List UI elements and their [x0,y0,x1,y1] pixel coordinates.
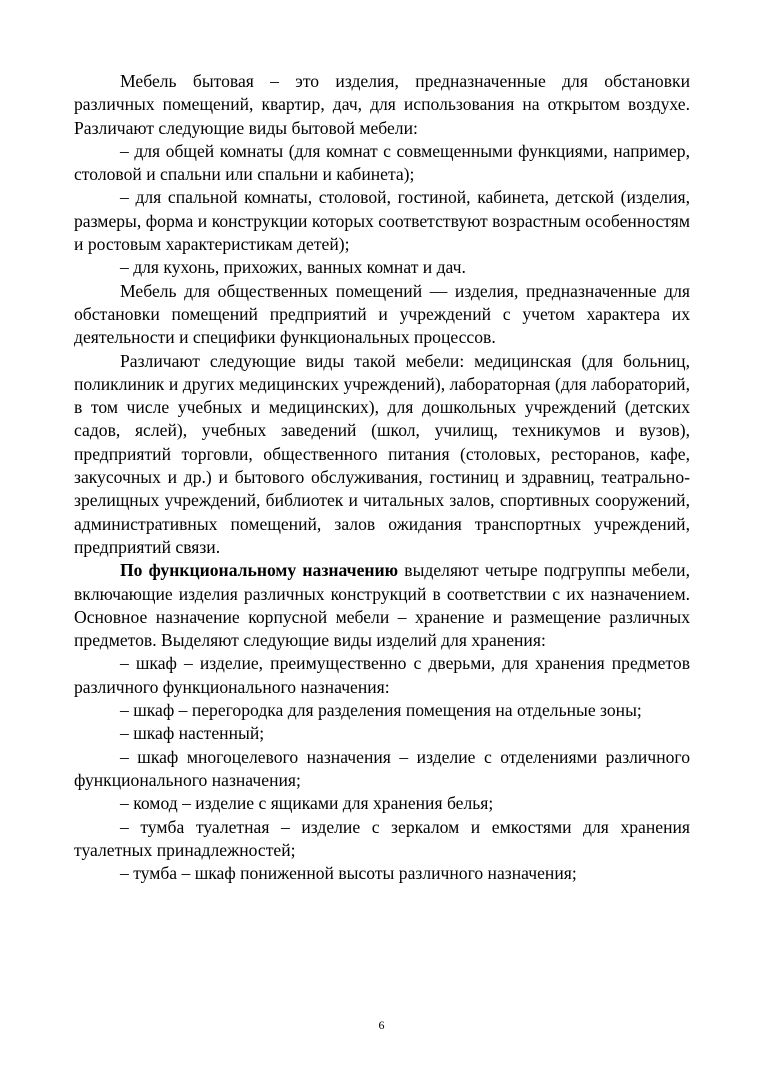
list-item-wardrobe: – шкаф – изделие, преимущественно с дверьми, для хранения предметов различного функционального назначения: [74,653,690,697]
paragraph-household-furniture-definition: Мебель бытовая – это изделия, предназначенные для обстановки различных помещений, квартир, дач, для использования на открытом воздухе. Различают следующие виды бытовой мебели: [74,71,690,138]
paragraph-public-furniture-types: Различают следующие виды такой мебели: медицинская (для больниц, поликлиник и других медицинских учреждений), лабораторная (для лабораторий, в том числе учебных и медицинских), для дошкольных учреждений (детских садов, яслей), учебных заведений (школ, училищ, техникумов и вузов), предприятий торговли, общественного питания (столовых, ресторанов, кафе, закусочных и др.) и бытового обслуживания, гостиниц и здравниц, театрально-зрелищных учреждений, библиотек и читальных залов, спортивных сооружений, административных помещений, залов ожидания транспортных учреждений, предприятий связи. [74,350,690,557]
list-item-wardrobe-partition: – шкаф – перегородка для разделения помещения на отдельные зоны; [120,700,642,721]
list-item-low-cabinet: – тумба – шкаф пониженной высоты различного назначения; [120,863,577,884]
list-item-multipurpose-cabinet: – шкаф многоцелевого назначения – изделие с отделениями различного функционального назначения; [74,746,690,790]
paragraph-public-furniture-definition: Мебель для общественных помещений — изделия, предназначенные для обстановки помещений предприятий и учреждений с учетом характера их деятельности и специфики функциональных процессов. [74,280,690,348]
paragraph-functional-purpose-text: выделяют четыре подгруппы мебели, включающие изделия различных конструкций в соответствии с их назначением. Основное назначение корпусной мебели – хранение и размещение различных предметов. Выделяют следующие виды изделий для хранения: [74,560,690,651]
bold-term: По функциональному назначению [120,560,399,581]
paragraph-bedroom-dining: – для спальной комнаты, столовой, гостиной, кабинета, детской (изделия, размеры, форма и конструкции которых соответствуют возрастным особенностям и ростовым характеристикам детей); [74,187,690,255]
body-text [74,70,690,885]
list-item-dressing-table: – тумба туалетная – изделие с зеркалом и емкостями для хранения туалетных принадлежностей; [74,816,690,860]
list-item-chest-of-drawers: – комод – изделие с ящиками для хранения белья; [120,793,494,814]
paragraph-functional-purpose [74,559,690,652]
paragraph-kitchens: – для кухонь, прихожих, ванных комнат и дач. [120,257,466,278]
paragraph-common-room: – для общей комнаты (для комнат с совмещенными функциями, например, столовой и спальни или спальни и кабинета); [74,140,690,185]
page-number: 6 [378,1018,385,1032]
list-item-wall-cabinet: – шкаф настенный; [120,723,265,744]
